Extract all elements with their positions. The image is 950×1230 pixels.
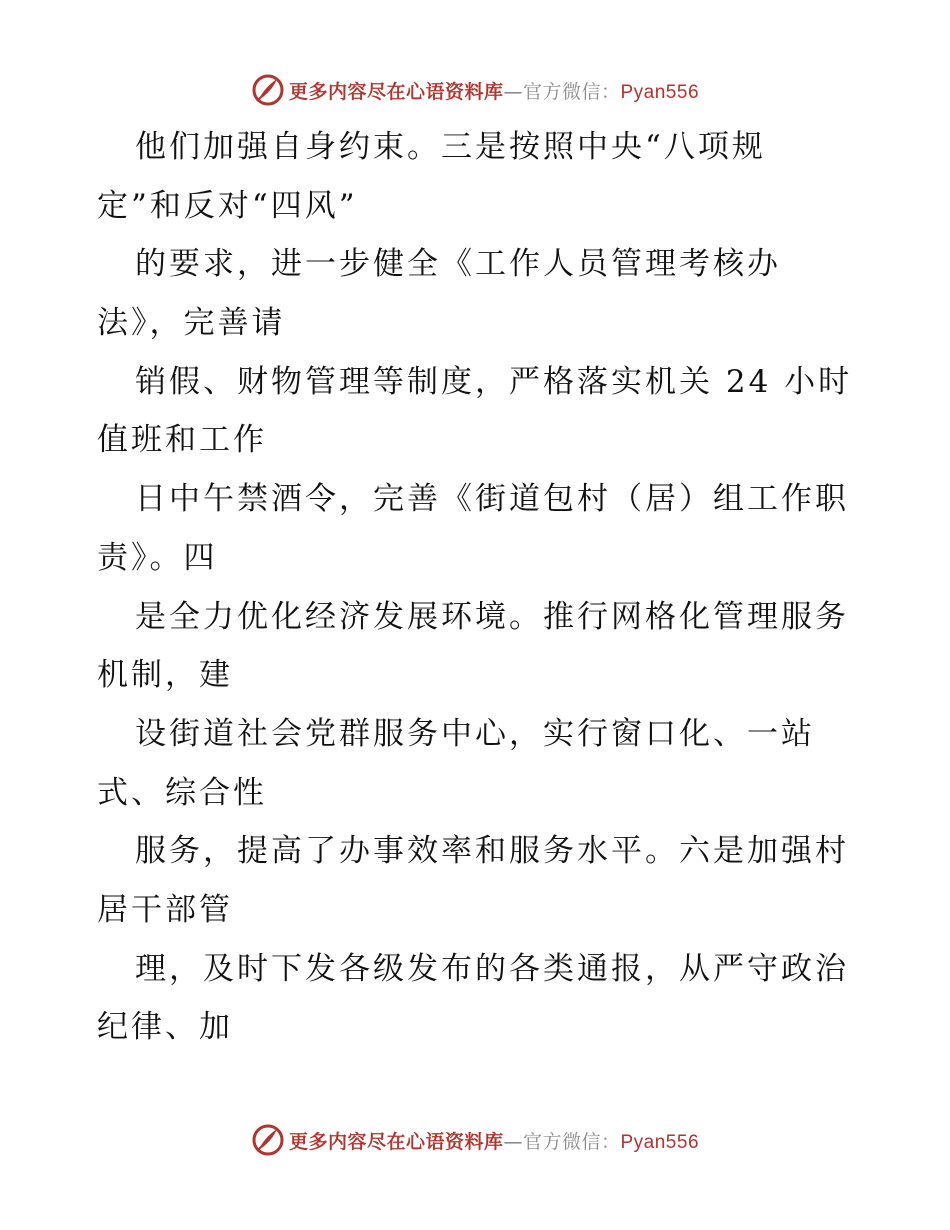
quill-logo-icon [251, 73, 285, 107]
banner-text [289, 77, 699, 104]
banner-dash: — [503, 1130, 523, 1153]
text-line: 理，及时下发各级发布的各类通报，从严守政治 [135, 950, 849, 987]
text-line: 居干部管 [97, 891, 233, 928]
text-line: 他们加强自身约束。三是按照中央“八项规 [135, 129, 766, 165]
banner-site-text: 更多内容尽在心语资料库 [288, 80, 504, 103]
text-line: 是全力优化经济发展环境。推行网格化管理服务 [135, 598, 849, 635]
text-line: 日中午禁酒令，完善《街道包村（居）组工作职 [135, 481, 849, 518]
text-line: 法》，完善请 [97, 305, 286, 342]
text-line: 销假、财物管理等制度，严格落实机关 24 小时 [135, 363, 853, 400]
footer-watermark-banner [0, 1120, 950, 1160]
banner-wechat-id: Pyan556 [620, 81, 700, 103]
text-line: 式、综合性 [97, 774, 267, 811]
text-line: 定”和反对“四风” [97, 187, 358, 224]
text-line: 的要求，进一步健全《工作人员管理考核办 [135, 246, 781, 283]
text-line: 机制，建 [97, 657, 233, 694]
quill-logo-icon [251, 1123, 285, 1157]
banner-site-text: 更多内容尽在心语资料库 [288, 1130, 504, 1153]
banner-wechat-label: 官方微信： [522, 80, 621, 103]
banner-wechat-label: 官方微信： [522, 1130, 621, 1153]
text-line: 服务，提高了办事效率和服务水平。六是加强村 [135, 833, 849, 870]
document-body [97, 118, 857, 1057]
text-line: 责》。四 [97, 539, 218, 576]
banner-dash: — [503, 80, 523, 103]
text-line: 设街道社会党群服务中心，实行窗口化、一站 [135, 715, 815, 752]
banner-wechat-id: Pyan556 [620, 1131, 700, 1153]
header-watermark-banner [0, 70, 950, 110]
text-line: 值班和工作 [97, 422, 267, 459]
banner-text [289, 1127, 699, 1154]
text-line: 纪律、加 [97, 1009, 233, 1046]
